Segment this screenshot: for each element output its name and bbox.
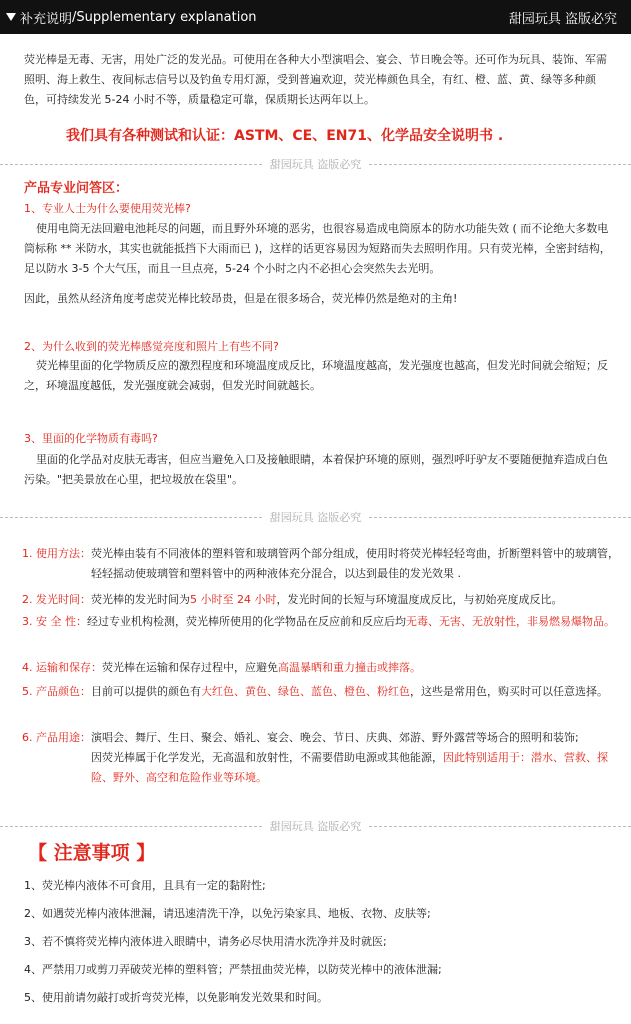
spec-duration xyxy=(22,590,621,610)
spec-uses-body xyxy=(91,728,621,788)
header-brand: 甜园玩具 盗版必究 xyxy=(508,11,617,27)
watermark-text: 甜园玩具 盗版必究 xyxy=(269,511,362,524)
spec-uses xyxy=(22,728,621,788)
intro-text: 荧光棒是无毒、无害，用处广泛的发光品。可使用在各种大小型演唱会、宴会、节日晚会等。还可作为玩具、装饰、军需照明、海上救生、夜间标志信号以及钓鱼专用灯源，受到普遍欢迎，荧光棒颜色具全，有红、橙、蓝、黄、绿等多种颜色，可持续发光 5-24 小时不等，质量稳定可靠，保质期长达两年以上。 xyxy=(24,53,607,106)
spec-duration-text-2: ，发光时间的长短与环境温度成反比，与初始亮度成反比。 xyxy=(276,593,563,606)
spec-transport-label: 4. 运输和保存： xyxy=(22,661,102,674)
spec-colors xyxy=(22,682,621,702)
spec-transport-text: 荧光棒在运输和保存过程中，应避免 xyxy=(102,661,278,674)
spec-transport xyxy=(22,658,621,678)
spec-colors-text: 目前可以提供的颜色有 xyxy=(91,685,201,698)
answer-1: 使用电筒无法回避电池耗尽的问题，而且野外环境的恶劣，也很容易造成电筒原本的防水功能失效 ( 而不论绝大多数电筒标称 ** 米防水，其实也就能抵挡下大雨而已 )，这样的话更容易因为短路而失去照明作用。只有荧光棒，全密封结构，足以防水 3-5 个大气压，而且一旦点亮，5-24 个小时之内不必担心会突然失去光明。 xyxy=(24,222,611,275)
answer-1b: 因此，虽然从经济角度考虑荧光棒比较昂贵，但是在很多场合，荧光棒仍然是绝对的主角! xyxy=(24,292,458,305)
question-1: 1、专业人士为什么要使用荧光棒? xyxy=(24,202,191,215)
question-2: 2、为什么收到的荧光棒感觉亮度和照片上有些不同? xyxy=(24,340,279,353)
notice-item: 4、严禁用刀或剪刀弄破荧光棒的塑料管；严禁扭曲荧光棒，以防荧光棒中的液体泄漏; xyxy=(24,963,442,976)
header-title-cn: 补充说明 xyxy=(20,11,73,27)
header-title xyxy=(6,8,257,27)
spec-uses-highlight: 因此特别适用于：潜水、营救、探险、野外、高空和危险作业等环境。 xyxy=(91,751,608,784)
spec-safety-label: 3. 安 全 性： xyxy=(22,615,87,628)
cert-line: 我们具有各种测试和认证：ASTM、CE、EN71、化学品安全说明书 . xyxy=(66,128,504,144)
spec-uses-text: 因荧光棒属于化学发光，无高温和放射性，不需要借助电源或其他能源， xyxy=(91,751,443,764)
spec-colors-label: 5. 产品颜色： xyxy=(22,685,91,698)
divider-watermark xyxy=(0,156,631,172)
answer-3: 里面的化学品对皮肤无毒害，但应当避免入口及接触眼睛，本着保护环境的原则，强烈呼吁驴友不要随便抛弃造成白色污染。"把美景放在心里，把垃圾放在袋里"。 xyxy=(24,453,608,486)
qa-title: 产品专业问答区： xyxy=(24,181,129,196)
notice-item: 2、如遇荧光棒内液体泄漏，请迅速清洗干净，以免污染家具、地板、衣物、皮肤等; xyxy=(24,907,431,920)
notice-title: 【 注意事项 】 xyxy=(28,842,156,864)
spec-colors-text-2: ，这些是常用色，购买时可以任意选择。 xyxy=(410,685,608,698)
spec-usage xyxy=(22,544,621,584)
notice-item: 1、荧光棒内液体不可食用，且具有一定的黏附性; xyxy=(24,879,266,892)
spec-duration-highlight: 5 小时至 24 小时 xyxy=(190,593,277,606)
spec-transport-highlight: 高温暴晒和重力撞击或摔落。 xyxy=(278,661,421,674)
spec-transport-body xyxy=(102,658,621,678)
header-title-en: /Supplementary explanation xyxy=(72,9,257,25)
spec-safety-highlight: 无毒、无害、无放射性，非易燃易爆物品。 xyxy=(406,615,615,628)
watermark-text: 甜园玩具 盗版必究 xyxy=(269,820,362,833)
spec-safety xyxy=(22,612,621,632)
section-header xyxy=(0,0,631,34)
spec-safety-text: 经过专业机构检测，荧光棒所使用的化学物品在反应前和反应后均 xyxy=(87,615,406,628)
watermark-text: 甜园玩具 盗版必究 xyxy=(269,158,362,171)
spec-safety-body xyxy=(87,612,621,632)
divider-watermark xyxy=(0,509,631,525)
spec-duration-label: 2. 发光时间： xyxy=(22,593,91,606)
notice-item: 3、若不慎将荧光棒内液体进入眼睛中，请务必尽快用清水洗净并及时就医; xyxy=(24,935,387,948)
spec-usage-label: 1. 使用方法： xyxy=(22,547,91,560)
question-3: 3、里面的化学物质有毒吗? xyxy=(24,432,158,445)
answer-2: 荧光棒里面的化学物质反应的激烈程度和环境温度成反比，环境温度越高，发光强度也越高，但发光时间就会缩短；反之，环境温度越低，发光强度就会减弱，但发光时间就越长。 xyxy=(24,359,608,392)
spec-colors-body xyxy=(91,682,621,702)
notice-item: 5、使用前请勿敲打或折弯荧光棒，以免影响发光效果和时间。 xyxy=(24,991,328,1004)
divider-watermark xyxy=(0,818,631,834)
triangle-down-icon xyxy=(6,13,16,21)
spec-duration-body xyxy=(91,590,621,610)
spec-colors-highlight: 大红色、黄色、绿色、蓝色、橙色、粉红色 xyxy=(201,685,410,698)
spec-uses-label: 6. 产品用途： xyxy=(22,731,91,744)
spec-uses-line1: 演唱会、舞厅、生日、聚会、婚礼、宴会、晚会、节日、庆典、郊游、野外露营等场合的照明和装饰; xyxy=(91,731,579,744)
spec-usage-text: 荧光棒由装有不同液体的塑料管和玻璃管两个部分组成，使用时将荧光棒轻轻弯曲，折断塑料管中的玻璃管，轻轻摇动使玻璃管和塑料管中的两种液体充分混合，以达到最佳的发光效果 . xyxy=(91,547,619,580)
spec-duration-text: 荧光棒的发光时间为 xyxy=(91,593,190,606)
